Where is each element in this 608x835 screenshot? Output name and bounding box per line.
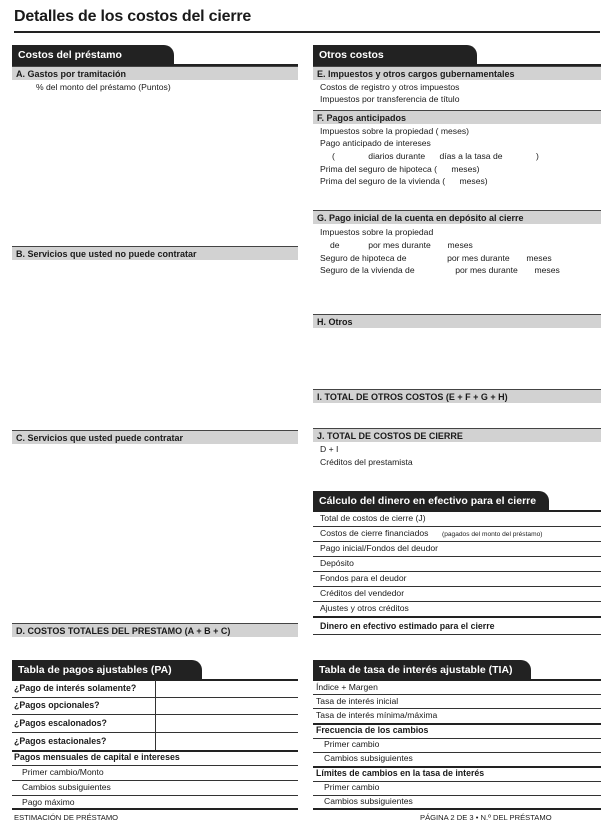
cash-row: Total de costos de cierre (J) [320,513,426,523]
cash-row: Ajustes y otros créditos [320,603,409,613]
section-d-header: D. COSTOS TOTALES DEL PRESTAMO (A + B + C) [12,623,298,637]
row-rule [12,765,298,766]
section-header-otros-costos: Otros costos [313,45,477,65]
ap-question: ¿Pagos opcionales? [14,700,100,710]
section-j-item: D + I [320,444,339,454]
section-g-item: Seguro de la vivienda de por mes durante meses [320,265,560,275]
section-header-costos-prestamo: Costos del préstamo [12,45,174,65]
section-g-item: Impuestos sobre la propiedad [320,227,434,237]
air-row: Índice + Margen [316,682,378,692]
cash-row: Créditos del vendedor [320,588,405,598]
row-rule [313,634,601,635]
section-header-cash-to-close: Cálculo del dinero en efectivo para el cierre [313,491,549,511]
section-f-item: ( diarios durante días a la tasa de ) [332,151,539,161]
row-rule [12,697,298,698]
ap-monthly-row: Pago máximo [22,797,75,807]
ap-monthly-title: Pagos mensuales de capital e intereses [14,752,180,762]
row-rule [313,616,601,618]
cash-row: Costos de cierre financiados [320,528,429,538]
row-rule [313,571,601,572]
row-rule [313,808,601,810]
section-rule [313,510,601,512]
air-row: Tasa de interés inicial [316,696,399,706]
air-freq-title: Frecuencia de los cambios [316,725,429,735]
section-e-item: Impuestos por transferencia de título [320,94,460,104]
row-rule [12,780,298,781]
section-f-item: Pago anticipado de intereses [320,138,431,148]
row-rule [313,556,601,557]
section-e-header: E. Impuestos y otros cargos gubernamentales [313,66,601,80]
section-g-header: G. Pago inicial de la cuenta en depósito al cierre [313,210,601,224]
row-rule [313,541,601,542]
section-header-air-table: Tabla de tasa de interés ajustable (TIA) [313,660,531,680]
row-rule [313,601,601,602]
section-j-header: J. TOTAL DE COSTOS DE CIERRE [313,428,601,442]
section-f-item: Impuestos sobre la propiedad ( meses) [320,126,470,136]
air-limits-row: Cambios subsiguientes [324,796,413,806]
air-row: Tasa de interés mínima/máxima [316,710,438,720]
cash-row: Fondos para el deudor [320,573,407,583]
section-a-item: % del monto del préstamo (Puntos) [36,82,171,92]
footer-right: PÁGINA 2 DE 3 • N.º DEL PRÉSTAMO [420,813,552,822]
section-f-item: Prima del seguro de hipoteca ( meses) [320,164,480,174]
section-c-header: C. Servicios que usted puede contratar [12,430,298,444]
air-limits-row: Primer cambio [324,782,380,792]
row-rule [313,708,601,709]
ap-question: ¿Pagos escalonados? [14,718,107,728]
row-rule [313,694,601,695]
section-header-ap-table: Tabla de pagos ajustables (PA) [12,660,202,680]
page-title: Detalles de los costos del cierre [14,8,252,25]
section-h-header: H. Otros [313,314,601,328]
cash-row-note: (pagados del monto del préstamo) [442,531,543,538]
air-limits-title: Límites de cambios en la tasa de interés [316,768,485,778]
section-b-header: B. Servicios que usted no puede contratar [12,246,298,260]
section-e-item: Costos de registro y otros impuestos [320,82,460,92]
row-rule [12,714,298,715]
ap-question: ¿Pago de interés solamente? [14,683,137,693]
section-a-header: A. Gastos por tramitación [12,66,298,80]
footer-left: ESTIMACIÓN DE PRÉSTAMO [14,813,119,822]
section-j-item: Créditos del prestamista [320,457,413,467]
section-rule [313,679,601,681]
cash-row: Pago inicial/Fondos del deudor [320,543,439,553]
air-freq-row: Cambios subsiguientes [324,753,413,763]
row-rule [12,732,298,733]
section-i-header: I. TOTAL DE OTROS COSTOS (E + F + G + H) [313,389,601,403]
row-rule [12,795,298,796]
row-rule [313,526,601,527]
section-g-item: de por mes durante meses [330,240,473,250]
ap-question: ¿Pagos estacionales? [14,736,107,746]
air-freq-row: Primer cambio [324,739,380,749]
cash-total: Dinero en efectivo estimado para el cierre [320,621,495,631]
section-f-item: Prima del seguro de la vivienda ( meses) [320,176,488,186]
section-f-header: F. Pagos anticipados [313,110,601,124]
section-g-item: Seguro de hipoteca de por mes durante meses [320,253,552,263]
title-divider [14,31,600,33]
column-divider [155,680,156,750]
row-rule [313,586,601,587]
ap-monthly-row: Primer cambio/Monto [22,767,104,777]
cash-row: Depósito [320,558,354,568]
row-rule [12,808,298,810]
ap-monthly-row: Cambios subsiguientes [22,782,111,792]
